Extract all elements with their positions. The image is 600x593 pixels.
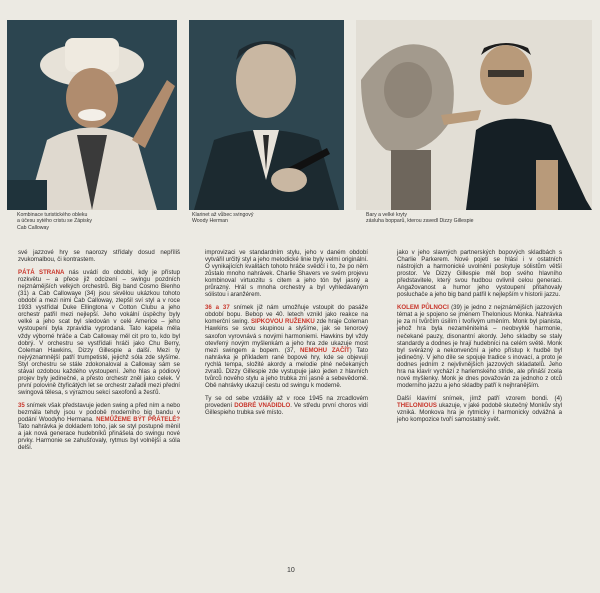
paragraph-lead: 36 a 37	[205, 304, 230, 312]
page-number: 10	[287, 567, 295, 574]
paragraph: 35 snímek však představuje jeden swing a před ním a nebo bezmála tehdy jsou v podobě moderního big bandu v podání Woodyho Hermana. NEMŮŽEME BÝT PŘÁTELÉ? Tato nahrávka je dokladem toho, jak se styl postupně měnil a jak nová generace hudebníků přinášela do swingu nové prvky. Harmonie se zahušťovaly, rytmus byl volnější a sóla delší.	[18, 401, 180, 452]
text-column-1	[18, 249, 180, 457]
paragraph: improvizaci ve standardním stylu, jeho v daném období vytvářil určitý styl a jeho melodické linie byly velmi originální. O vynikajících kvalitách tohoto hráče svědčí i to, že po něm zůstalo mnoho nahrávek. Charlie Shavers ve svém projevu kombinoval virtuozitu s citem a jeho tón byl jasný a průrazný. Hrál s mnoha orchestry a byl vyhledávaným sólistou i aranžérem.	[205, 249, 368, 299]
photo-woody-herman-caption: Klarinet až vůbec svingový Woody Herman	[192, 212, 254, 225]
song-title: DOBRÉ VNADIDLO	[234, 401, 291, 409]
paragraph-lead: PÁTÁ STRANA	[18, 269, 65, 277]
paragraph-lead: KOLEM PŮLNOCI	[397, 304, 449, 312]
text-column-3	[397, 249, 562, 429]
photo-cab-calloway	[7, 20, 177, 210]
photo-dizzy-gillespie-caption: Bary a velké kryty zásluha bopparů, kterou zavedl Dizzy Gillespie	[366, 212, 474, 225]
photo-woody-herman	[189, 20, 344, 210]
paragraph: KOLEM PŮLNOCI (39) je jedno z nejznámějších jazzových témat a je spojeno se jménem Thelonious Monka. Nahrávka je za ní tvůrčím úsilím i tvořivým uměním. Monk byl pianista, jehož hra byla nezaměnitelná – neobvyklé harmonie, nečekané pauzy, disonantní akordy. Jeho skladby se staly standardy a dodnes je hrají hudebníci na celém světě. Monk byl svérázný a nekonvenční a jeho přístup k hudbě byl jedinečný. V jeho díle se spojuje tradice s inovací, a proto je dodnes jedním z nejvlivnějších jazzových skladatelů. Jeho hra na klavír vychází z harlemského stride, ale přináší zcela nové myšlenky. Monk je dnes považován za jednoho z otců moderního jazzu a jeho skladby patří k nejhranějším.	[397, 304, 562, 389]
photo-cab-calloway-caption: Kombinace turistického obleku a účesu sytého cristu se Zápisky Cab Calloway	[17, 212, 92, 231]
paragraph: Ty se od sebe vzdálily až v roce 1945 na zrcadlovém provedení DOBRÉ VNADIDLO. Ve středu první choros vidí Gillespieho trubka své místo.	[205, 394, 368, 416]
paragraph: Další klavírní snímek, jímž patří vzorem bondi. (4) THELONIOUS ukazuje, v jaké podobě skutečný Monkův styl vzniká. Monkova hra je rytmicky i harmonicky odvážná a jeho kompozice tvoří samostatný svět.	[397, 394, 562, 424]
paragraph-lead: 35	[18, 401, 25, 409]
song-title: NEMOHU ZAČÍT	[299, 346, 350, 354]
paragraph: PÁTÁ STRANA nás uvádí do období, kdy je přístup rozkvětu – a přece již odcizení – swingu pozdních nejznámějších velkých orchestrů. Big band Cosmo Bienho (31) a Cab Callowaye (34) jsou skvělou ukázkou tohoto období a mezi nimi Cab Calloway, zlepšil sví styl a v roce 1933 vystřídal Duke Ellingtona v Cotton Clubu a jeho orchestr patřil mezi nejlepší. Jeho vokální úspěchy byly velké a jeho scat byl sledován v celé Americe – jeho vystoupení byla zpravidla vyprodaná. Tato kapela měla vždy výborné hráče a Cab Calloway měl cit pro to, kdo byl dobrý. V orchestru se vystřídali hráči jako Chu Berry, Coleman Hawkins, Dizzy Gillespie a další. Mezi ty nejvýznamnější patří trumpetisté, jejichž sóla zde slyšíme. Styl orchestru se stále zdokonaloval a Calloway sám se stával ozdobou každého vystoupení. Jeho hlas a pódiový projev byly jedinečné, a přesto orchestr zněl jako celek. V první polovině čtyřicátých let se orchestr zařadil mezi přední swingová tělesa, s výraznou sekcí saxofonů a žesťů.	[18, 269, 180, 396]
paragraph: jako v jeho slavných partnerských bopových skladbách s Charlie Parkerem. Nové pojetí se hlásí i v ostatních nástrojích a harmonické uvolnění poskytuje sólistům větší prostor. Ve Dizzy Gillespie měl bop svého hlavního představitele, který svou hudbou ovlivnil celou generaci. Angažovanost a humor jeho vystoupení přitahovaly posluchače a jeho big band patřil k nejlepším v historii jazzu.	[397, 249, 562, 299]
song-title: SIPKOVOU RUŽENKU	[250, 318, 315, 326]
text-column-2	[205, 249, 368, 422]
photo-dizzy-gillespie	[356, 20, 592, 210]
paragraph: své jazzové hry se naorozy střídaly dosud nepříliš zvukomalbou, či kontrastem.	[18, 249, 180, 264]
song-title: THELONIOUS	[397, 401, 437, 409]
song-title: NEMŮŽEME BÝT PŘÁTELÉ?	[96, 416, 180, 424]
paragraph: 36 a 37 snímek již nám umožňuje vstoupit do pasáže období bopu. Bebop ve 40. letech vznikl jako reakce na komerční swing. SIPKOVOU RUŽENKU zde hraje Coleman Hawkins se svou skupinou a slyšíme, jak se tenorový saxofon vyrovnává s novými harmoniemi. Hawkins byl vždy otevřený novým myšlenkám a jeho hra zde ukazuje most mezi swingem a bopem. (37, NEMOHU ZAČÍT) Tato nahrávka je příkladem rané bopové hry, kde se objevují rychlá tempa, složité akordy a melodie plné nečekaných zvratů. Dizzy Gillespie zde vystupuje jako jeden z hlavních tvůrců nového stylu a jeho trubka zní jasně a sebevědomě. Obě nahrávky ukazují cestu od swingu k moderně.	[205, 304, 369, 389]
